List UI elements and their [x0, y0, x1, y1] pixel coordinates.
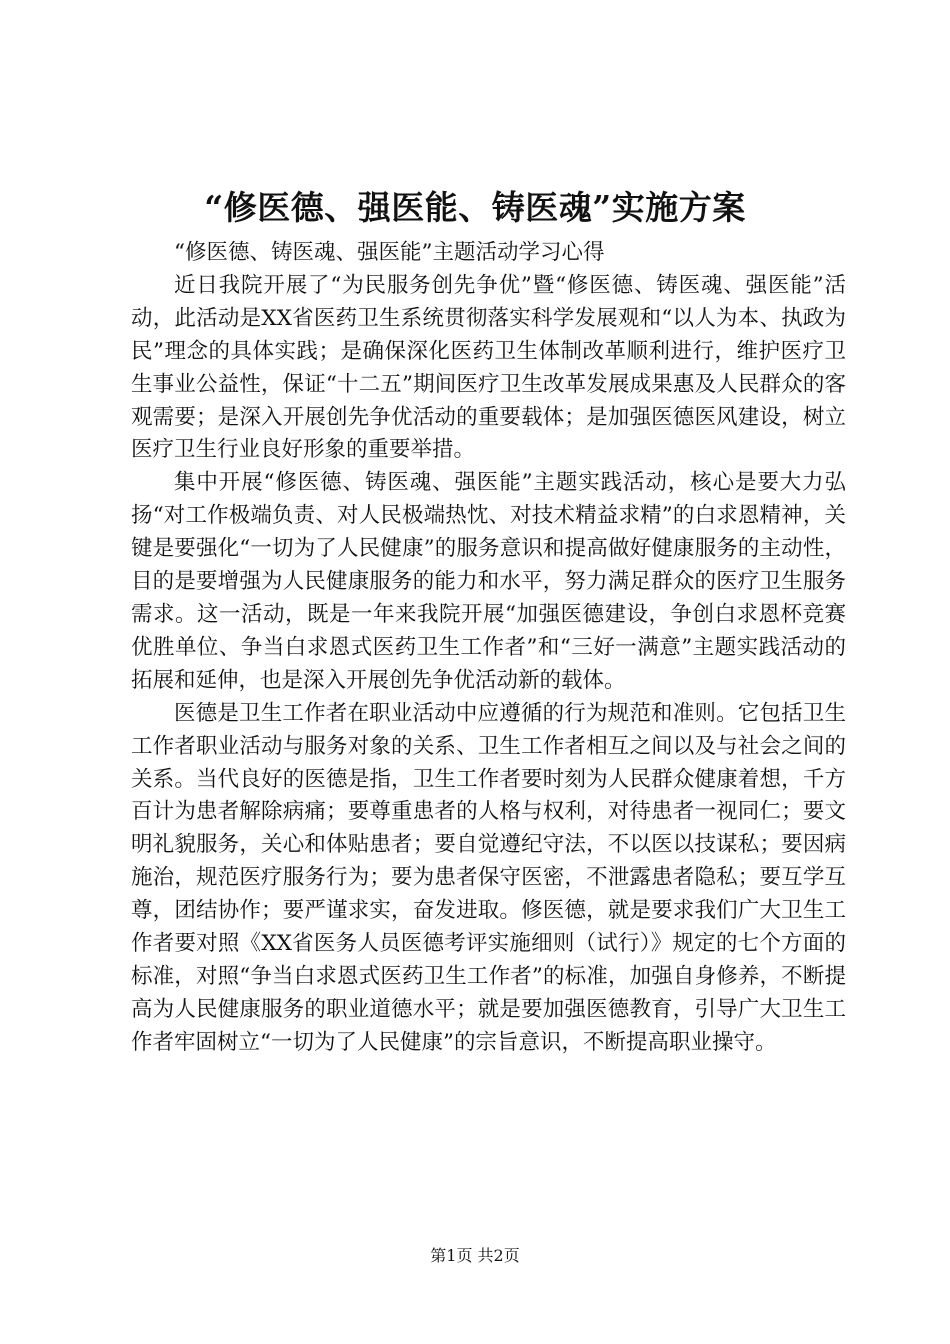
document-body [131, 237, 846, 1060]
paragraph-2: 集中开展“修医德、铸医魂、强医能”主题实践活动，核心是要大力弘扬“对工作极端负责、对人民极端热忱、对技术精益求精”的白求恩精神，关键是要强化“一切为了人民健康”的服务意识和提高做好健康服务的主动性，目的是要增强为人民健康服务的能力和水平，努力满足群众的医疗卫生服务需求。这一活动，既是一年来我院开展“加强医德建设，争创白求恩杯竞赛优胜单位、争当白求恩式医药卫生工作者”和“三好一满意”主题实践活动的拓展和延伸，也是深入开展创先争优活动新的载体。 [131, 470, 846, 693]
document-title: “修医德、强医能、铸医魂”实施方案 [204, 188, 746, 227]
document-subtitle: “修医德、铸医魂、强医能”主题活动学习心得 [174, 240, 605, 265]
page-number: 第1页 共2页 [430, 1246, 520, 1265]
paragraph-3: 医德是卫生工作者在职业活动中应遵循的行为规范和准则。它包括卫生工作者职业活动与服务对象的关系、卫生工作者相互之间以及与社会之间的关系。当代良好的医德是指，卫生工作者要时刻为人民群众健康着想，千方百计为患者解除病痛；要尊重患者的人格与权利，对待患者一视同仁；要文明礼貌服务，关心和体贴患者；要自觉遵纪守法，不以医以技谋私；要因病施治，规范医疗服务行为；要为患者保守医密，不泄露患者隐私；要互学互尊，团结协作；要严谨求实，奋发进取。修医德，就是要求我们广大卫生工作者要对照《XX省医务人员医德考评实施细则（试行）》规定的七个方面的标准，对照“争当白求恩式医药卫生工作者”的标准，加强自身修养，不断提高为人民健康服务的职业道德水平；就是要加强医德教育，引导广大卫生工作者牢固树立“一切为了人民健康”的宗旨意识，不断提高职业操守。 [131, 700, 846, 1055]
paragraph-1: 近日我院开展了“为民服务创先争优”暨“修医德、铸医魂、强医能”活动，此活动是XX省医药卫生系统贯彻落实科学发展观和“以人为本、执政为民”理念的具体实践；是确保深化医药卫生体制改革顺利进行，维护医疗卫生事业公益性，保证“十二五”期间医疗卫生改革发展成果惠及人民群众的客观需要；是深入开展创先争优活动的重要载体；是加强医德医风建设，树立医疗卫生行业良好形象的重要举措。 [131, 272, 846, 463]
